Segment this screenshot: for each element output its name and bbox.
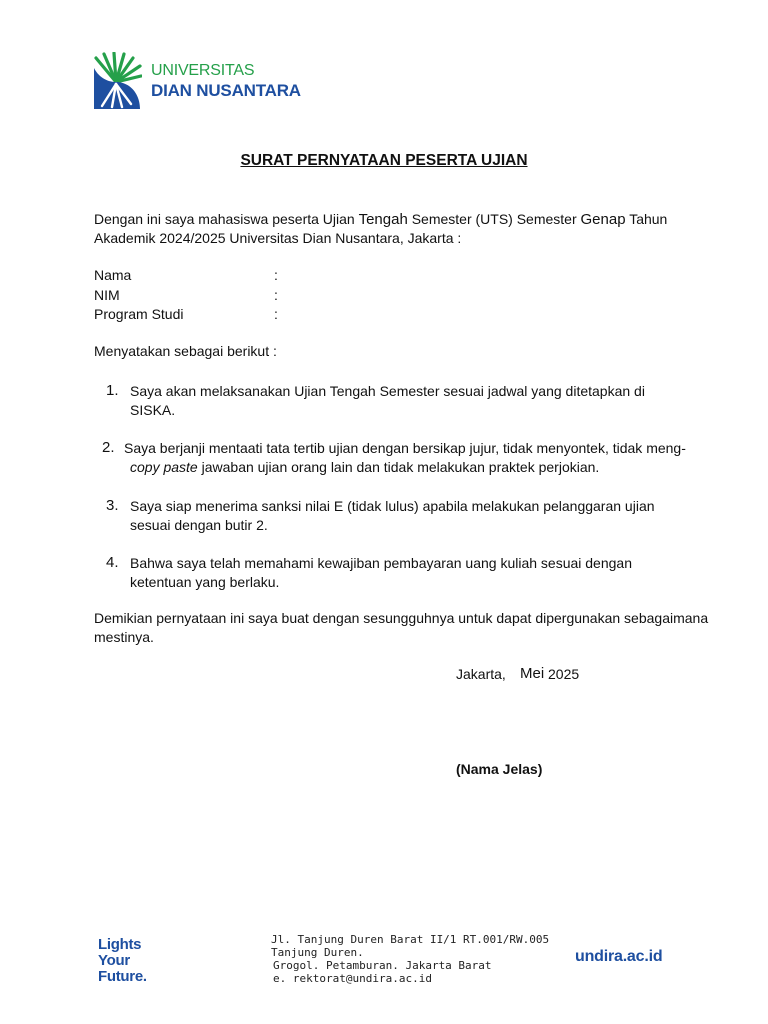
field-colon: : bbox=[274, 306, 278, 322]
address-line: Grogol. Petamburan. Jakarta Barat bbox=[273, 959, 492, 972]
list-item-line bbox=[124, 458, 704, 477]
list-item-text bbox=[124, 439, 704, 477]
signature-month: Mei bbox=[520, 665, 545, 682]
logo-wordmark-universitas: UNIVERSITAS bbox=[151, 62, 255, 79]
list-item-line: ketentuan yang berlaku. bbox=[130, 574, 280, 590]
field-label-nama: Nama bbox=[94, 267, 132, 283]
intro-paragraph bbox=[94, 210, 694, 248]
field-colon: : bbox=[274, 267, 278, 283]
document-title: SURAT PERNYATAAN PESERTA UJIAN bbox=[240, 152, 528, 169]
list-item-number: 2. bbox=[102, 439, 115, 456]
slogan-line: Future. bbox=[98, 968, 147, 985]
footer-slogan bbox=[98, 937, 147, 985]
statement-lead: Menyatakan sebagai berikut : bbox=[94, 343, 277, 359]
list-item-line: Saya siap menerima sanksi nilai E (tidak lulus) apabila melakukan pelanggaran ujian bbox=[130, 498, 655, 514]
university-logo-icon bbox=[94, 52, 142, 109]
field-colon: : bbox=[274, 287, 278, 303]
semester-type: Genap bbox=[580, 211, 626, 228]
footer-address bbox=[271, 933, 571, 985]
italic-phrase: copy paste bbox=[130, 459, 198, 475]
logo-wordmark-name: DIAN NUSANTARA bbox=[151, 81, 301, 100]
footer-email: e. rektorat@undira.ac.id bbox=[273, 972, 432, 985]
list-item-number: 1. bbox=[106, 382, 119, 399]
list-item-line-rest: jawaban ujian orang lain dan tidak melakukan praktek perjokian. bbox=[197, 459, 600, 475]
list-item-text bbox=[130, 497, 700, 535]
list-item-text bbox=[130, 382, 700, 420]
field-label-nim: NIM bbox=[94, 287, 120, 303]
address-line: Jl. Tanjung Duren Barat II/1 RT.001/RW.005 Tanjung Duren. bbox=[271, 933, 550, 959]
intro-text: Semester (UTS) Semester bbox=[407, 211, 581, 227]
list-item-number: 3. bbox=[106, 497, 119, 514]
intro-text: Dengan ini saya mahasiswa peserta Ujian bbox=[94, 211, 359, 227]
list-item-line: SISKA. bbox=[130, 402, 176, 418]
slogan-line: Your bbox=[98, 952, 130, 969]
field-label-program-studi: Program Studi bbox=[94, 306, 184, 322]
signature-year: 2025 bbox=[548, 666, 580, 682]
list-item-line: sesuai dengan butir 2. bbox=[130, 517, 268, 533]
intro-text: Tahun Akademik 2024/2025 Universitas Dian Nusantara, Jakarta : bbox=[94, 211, 668, 246]
list-item-line: Bahwa saya telah memahami kewajiban pembayaran uang kuliah sesuai dengan bbox=[130, 555, 632, 571]
closing-paragraph: Demikian pernyataan ini saya buat dengan sesungguhnya untuk dapat dipergunakan sebagaimana mestinya. bbox=[94, 610, 709, 645]
list-item-line: Saya akan melaksanakan Ujian Tengah Semester sesuai jadwal yang ditetapkan di bbox=[130, 383, 645, 399]
signature-place: Jakarta, bbox=[456, 666, 506, 682]
list-item-number: 4. bbox=[106, 554, 119, 571]
signature-name-placeholder: (Nama Jelas) bbox=[456, 761, 543, 777]
list-item-text bbox=[130, 554, 700, 592]
slogan-line: Lights bbox=[98, 936, 142, 953]
footer-website: undira.ac.id bbox=[575, 948, 663, 965]
list-item-line: Saya berjanji mentaati tata tertib ujian dengan bersikap jujur, tidak menyontek, tidak meng- bbox=[124, 440, 686, 456]
exam-type: Tengah bbox=[358, 211, 408, 228]
